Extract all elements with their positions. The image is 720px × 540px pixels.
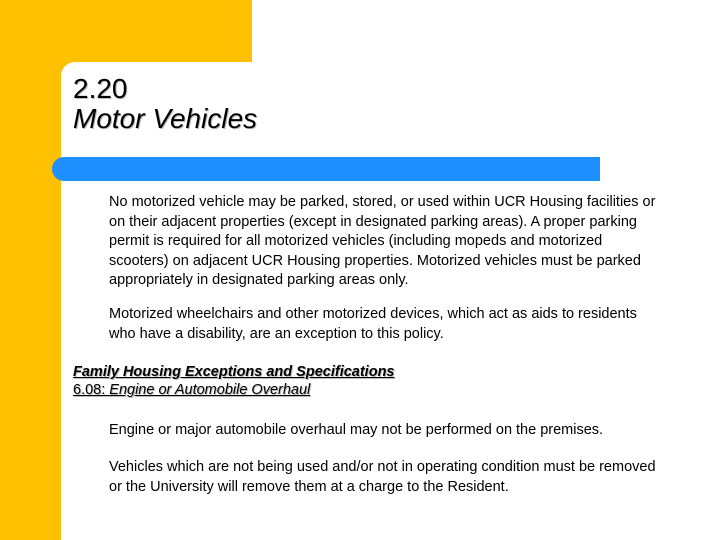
blue-divider-bar <box>52 157 600 181</box>
text-line: permit is required for all motorized vehicles (including mopeds and motorized <box>109 233 603 249</box>
section-heading <box>73 381 395 399</box>
family-housing-heading <box>73 363 395 399</box>
paragraph-vehicle-removal <box>109 458 656 497</box>
title-text: Motor Vehicles <box>73 103 258 134</box>
slide-title <box>73 74 257 134</box>
text-line: Vehicles which are not being used and/or not in operating condition must be removed <box>109 459 656 475</box>
text-line: Motorized wheelchairs and other motorized devices, which act as aids to residents <box>109 306 637 322</box>
text-line: scooters) on adjacent UCR Housing properties. Motorized vehicles must be parked <box>109 252 641 269</box>
text-line: on their adjacent properties (except in designated parking areas). A proper parking <box>109 213 637 230</box>
yellow-left-bar <box>0 0 61 540</box>
text-line: appropriately in designated parking areas only. <box>109 272 409 288</box>
section-number: 6.08: <box>73 382 106 398</box>
text-line: No motorized vehicle may be parked, stored, or used within UCR Housing facilities or <box>109 194 656 210</box>
text-line: who have a disability, are an exception to this policy. <box>109 325 444 342</box>
text-line: or the University will remove them at a charge to the Resident. <box>109 478 509 495</box>
paragraph-parking-policy <box>109 193 655 291</box>
section-title: Engine or Automobile Overhaul <box>109 382 311 398</box>
title-number: 2.20 <box>73 73 128 104</box>
paragraph-wheelchair-exception <box>109 305 637 344</box>
text-line: Engine or major automobile overhaul may not be performed on the premises. <box>109 422 604 438</box>
paragraph-overhaul <box>109 421 603 441</box>
family-housing-title: Family Housing Exceptions and Specifications <box>73 364 395 380</box>
